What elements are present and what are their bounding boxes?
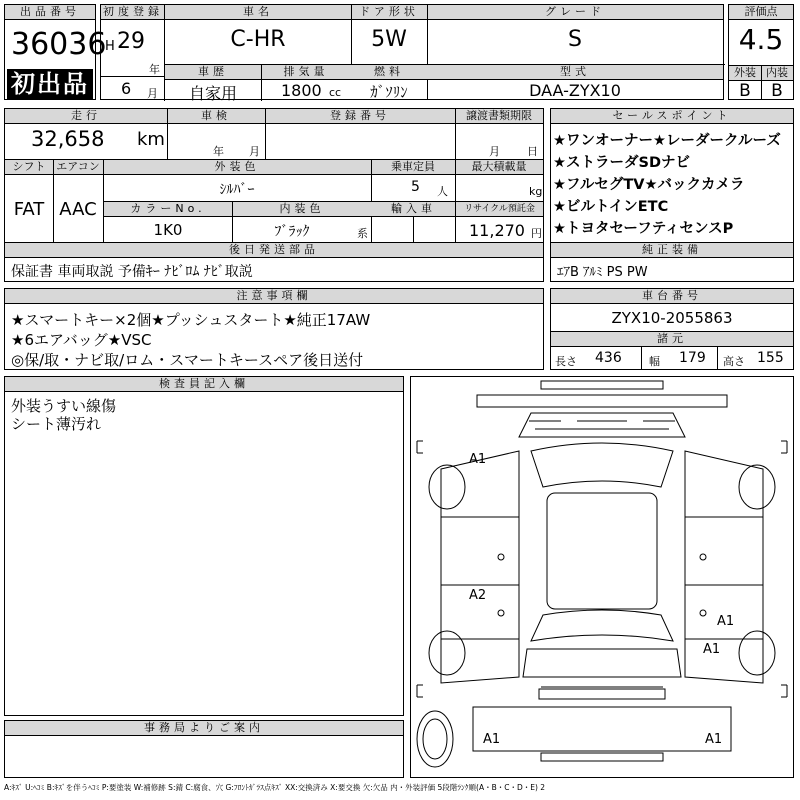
first-reg-label: 初度登録 bbox=[103, 5, 163, 18]
inspector-label: 検査員記入欄 bbox=[5, 377, 403, 392]
length-label: 長さ bbox=[555, 355, 577, 368]
sales-point: ★フルセグTV★バックカメラ bbox=[553, 177, 745, 193]
cc-unit: cc bbox=[329, 86, 342, 99]
fuel-label: 燃料 bbox=[351, 65, 427, 80]
sales-points-box bbox=[550, 108, 794, 282]
model-code: DAA-ZYX10 bbox=[529, 81, 621, 100]
notes-box bbox=[4, 288, 544, 370]
model-label: 型式 bbox=[427, 65, 723, 80]
standard-equipment: ｴｱB ｱﾙﾐ PS PW bbox=[557, 265, 648, 280]
capacity-label: 乗車定員 bbox=[371, 160, 455, 175]
grade: S bbox=[568, 27, 582, 52]
import-label: 輸入車 bbox=[372, 202, 455, 217]
door-label: ドア形状 bbox=[351, 5, 427, 20]
body-color-label: 外装色 bbox=[103, 160, 371, 175]
chassis-label: 車台番号 bbox=[551, 289, 793, 304]
color-number-label: カラーNo. bbox=[104, 202, 232, 217]
history-label: 車歴 bbox=[165, 65, 261, 80]
recycle-fee: 11,270 bbox=[469, 221, 525, 240]
car-name: C-HR bbox=[230, 27, 286, 52]
history: 自家用 bbox=[188, 84, 237, 103]
km-unit: km bbox=[137, 129, 165, 150]
damage-mark: A1 bbox=[469, 452, 487, 467]
month-unit: 月 bbox=[147, 87, 158, 100]
specs-label: 諸元 bbox=[551, 332, 793, 347]
transfer-month-unit: 月 bbox=[489, 145, 500, 158]
sales-point: ★ビルトインETC bbox=[553, 199, 669, 215]
transfer-day-unit: 日 bbox=[527, 145, 538, 158]
inspection-label: 車検 bbox=[167, 109, 265, 124]
shift-label: シフト bbox=[5, 160, 53, 175]
note-line: ★スマートキー×2個★プッシュスタート★純正17AW bbox=[11, 311, 371, 329]
first-reg-year: 29 bbox=[117, 29, 145, 54]
width: 179 bbox=[679, 350, 706, 366]
sales-point: ★トヨタセーフティセンスP bbox=[553, 221, 734, 237]
later-parts-label: 後日発送部品 bbox=[5, 243, 543, 258]
era: H bbox=[105, 39, 115, 54]
inspection-month-unit: 月 bbox=[249, 145, 260, 158]
fuel: ｶﾞｿﾘﾝ bbox=[370, 83, 408, 101]
body-color: ｼﾙﾊﾞｰ bbox=[219, 182, 255, 198]
damage-mark: A1 bbox=[483, 732, 501, 747]
lot-number: 36036 bbox=[11, 27, 107, 62]
inspection-year-unit: 年 bbox=[213, 145, 224, 158]
car-diagram-box bbox=[410, 376, 794, 778]
interior-grade: B bbox=[771, 81, 783, 101]
interior-color-label: 内装色 bbox=[232, 202, 372, 217]
sales-point: ★ワンオーナー★レーダークルーズ bbox=[553, 133, 781, 149]
ac-label: エアコン bbox=[53, 160, 103, 175]
length: 436 bbox=[595, 350, 622, 366]
legend: A:ｷｽﾞ U:ﾍｺﾐ B:ｷｽﾞを伴うﾍｺﾐ P:要塗装 W:補修跡 S:錆 C:腐食、穴 G:ﾌﾛﾝﾄｶﾞﾗｽ点ｷｽﾞ XX:交換済み X:要交換 欠:欠品 内・外装評価 5段階ﾗﾝｸ順(A・B・C・D・E) 2 bbox=[4, 783, 546, 792]
grade-label: グレード bbox=[427, 5, 723, 20]
score-box bbox=[728, 4, 794, 100]
exterior-label: 外装 bbox=[729, 66, 761, 81]
chassis-number: ZYX10-2055863 bbox=[611, 309, 733, 327]
exterior-grade: B bbox=[739, 81, 751, 101]
inspector-note: シート薄汚れ bbox=[11, 415, 102, 433]
load-label: 最大積載量 bbox=[455, 160, 543, 175]
height-label: 高さ bbox=[723, 355, 745, 368]
ac-type: AAC bbox=[59, 199, 97, 220]
damage-mark: A1 bbox=[703, 642, 721, 657]
damage-mark: A1 bbox=[717, 614, 735, 629]
office-label: 事務局よりご案内 bbox=[5, 721, 403, 736]
load-unit: kg bbox=[529, 185, 543, 198]
interior-color-unit: 系 bbox=[357, 227, 368, 240]
transfer-label: 譲渡書類期限 bbox=[455, 109, 543, 124]
details-box bbox=[4, 108, 544, 282]
sales-points-label: セールスポイント bbox=[551, 109, 793, 124]
note-line: ★6エアバッグ★VSC bbox=[11, 331, 152, 349]
damage-mark: A2 bbox=[469, 588, 487, 603]
displacement: 1800 bbox=[281, 81, 322, 100]
capacity-unit: 人 bbox=[437, 185, 448, 198]
car-damage-diagram bbox=[411, 377, 793, 777]
yen-unit: 円 bbox=[531, 227, 542, 240]
lot-box bbox=[4, 4, 107, 100]
height: 155 bbox=[757, 350, 784, 366]
chassis-box bbox=[550, 288, 794, 370]
score-value: 4.5 bbox=[738, 23, 784, 56]
lot-label: 出品番号 bbox=[5, 5, 95, 20]
first-listing-badge: 初出品 bbox=[7, 69, 93, 99]
inspector-note: 外装うすい線傷 bbox=[11, 397, 117, 415]
shift-type: FAT bbox=[13, 199, 45, 220]
mileage-label: 走行 bbox=[5, 109, 167, 124]
color-number: 1K0 bbox=[153, 221, 183, 239]
later-parts: 保証書 車両取説 予備ｷｰ ﾅﾋﾞﾛﾑ ﾅﾋﾞ取説 bbox=[11, 264, 253, 280]
displacement-label: 排気量 bbox=[261, 65, 351, 80]
car-name-label: 車名 bbox=[165, 5, 351, 20]
interior-label: 内装 bbox=[761, 66, 793, 81]
capacity: 5 bbox=[411, 179, 420, 195]
sales-point: ★ストラーダSDナビ bbox=[553, 155, 690, 171]
notes-label: 注意事項欄 bbox=[5, 289, 543, 304]
score-label: 評価点 bbox=[729, 5, 793, 20]
vehicle-header-box bbox=[100, 4, 724, 103]
office-box bbox=[4, 720, 404, 778]
interior-color: ﾌﾞﾗｯｸ bbox=[274, 224, 310, 240]
year-unit: 年 bbox=[149, 63, 160, 76]
recycle-label: リサイクル預託金 bbox=[456, 202, 543, 217]
inspector-box bbox=[4, 376, 404, 716]
width-label: 幅 bbox=[649, 355, 660, 368]
registration-label: 登録番号 bbox=[265, 109, 455, 124]
standard-equipment-label: 純正装備 bbox=[551, 243, 793, 258]
mileage: 32,658 bbox=[31, 127, 105, 151]
door-type: 5W bbox=[371, 27, 407, 52]
damage-mark: A1 bbox=[705, 732, 723, 747]
note-line: ◎保/取・ナビ取/ロム・スマートキースペア後日送付 bbox=[11, 351, 364, 369]
first-reg-month: 6 bbox=[121, 79, 132, 98]
